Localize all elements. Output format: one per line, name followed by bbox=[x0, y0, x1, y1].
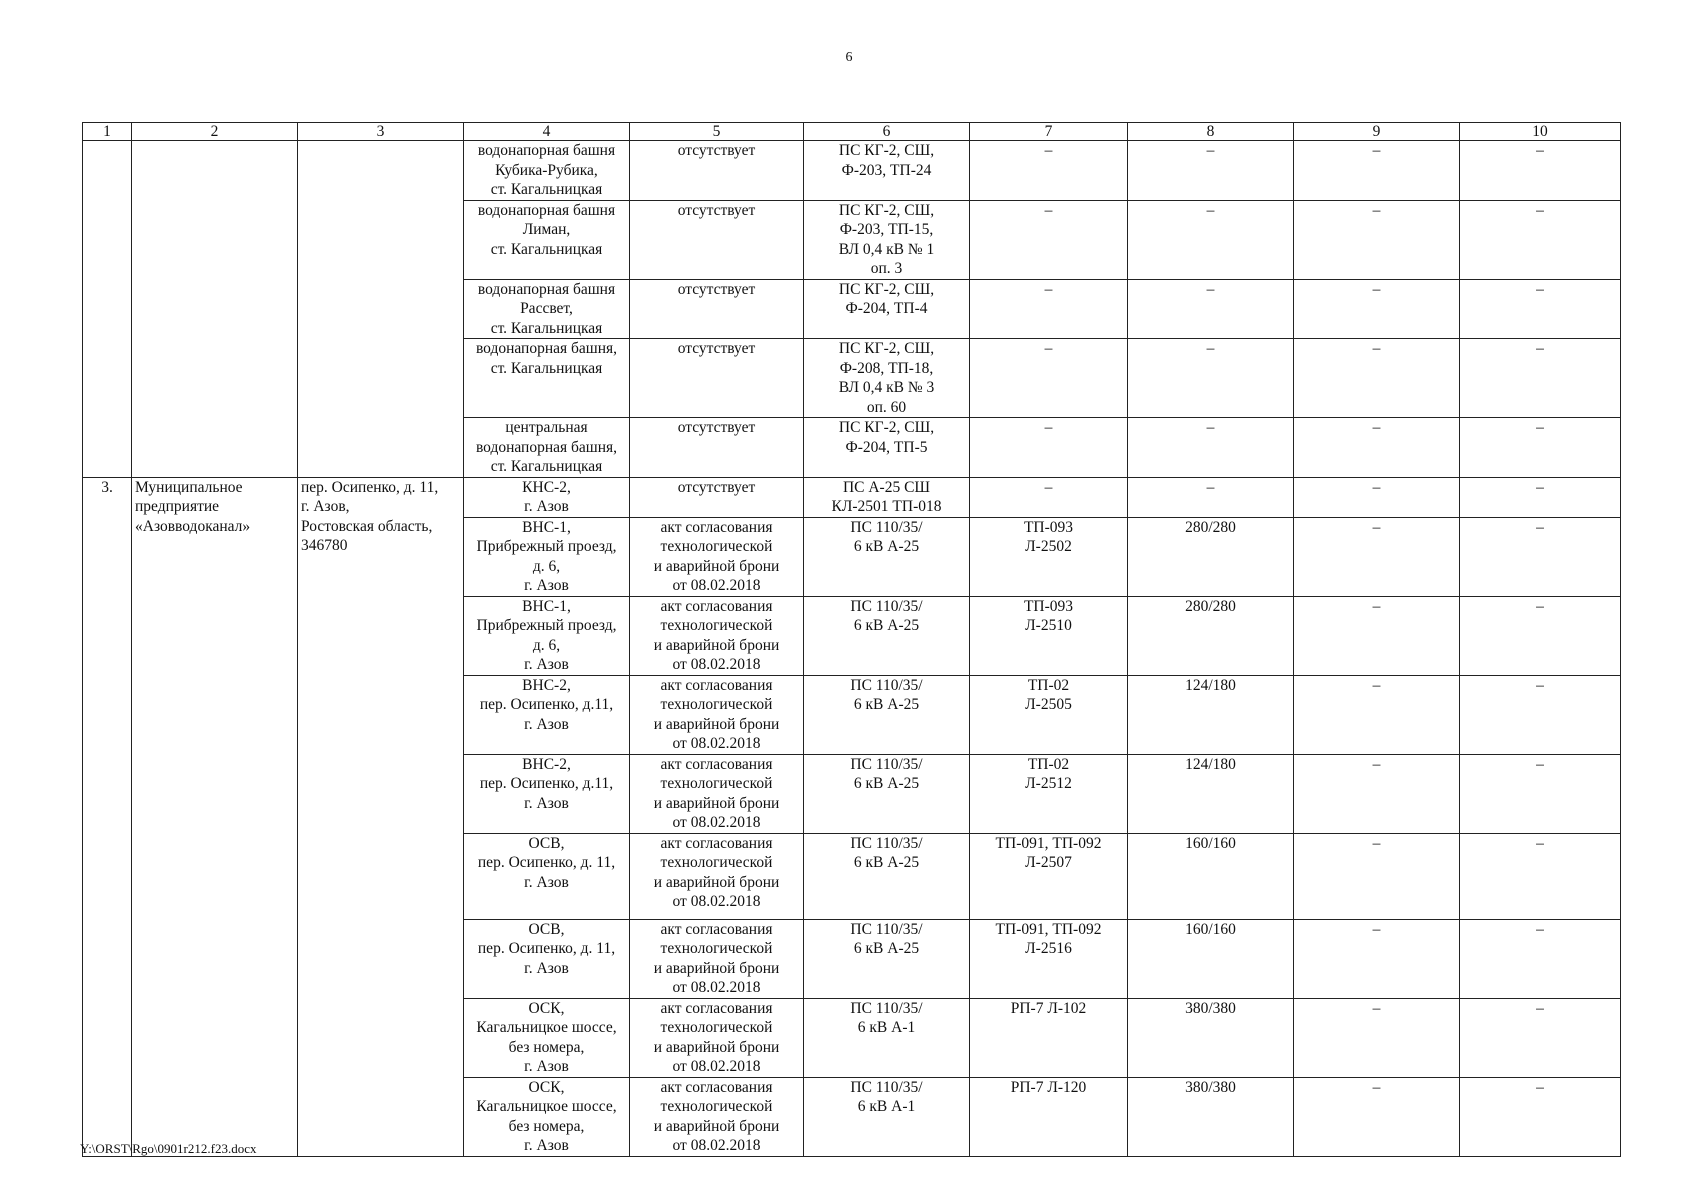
document-cell: акт согласования технологической и аварийной брони от 08.02.2018 bbox=[630, 919, 804, 998]
object-cell: ВНС-1, Прибрежный проезд, д. 6, г. Азов bbox=[464, 517, 630, 596]
power-source-cell: ПС КГ-2, СШ, Ф-203, ТП-24 bbox=[804, 141, 970, 201]
column-10-cell: – bbox=[1460, 675, 1621, 754]
power-source-cell: ПС КГ-2, СШ, Ф-204, ТП-5 bbox=[804, 418, 970, 478]
header-cell: 3 bbox=[298, 123, 464, 141]
table-row bbox=[83, 477, 1621, 517]
column-7-cell: ТП-02 Л-2512 bbox=[970, 754, 1128, 833]
column-9-cell: – bbox=[1294, 418, 1460, 478]
column-10-cell: – bbox=[1460, 418, 1621, 478]
object-cell: ОСК, Кагальницкое шоссе, без номера, г. Азов bbox=[464, 998, 630, 1077]
power-source-cell: ПС 110/35/ 6 кВ А-1 bbox=[804, 1077, 970, 1156]
address-cell: пер. Осипенко, д. 11, г. Азов, Ростовская область, 346780 bbox=[298, 477, 464, 1156]
object-cell: ОСВ, пер. Осипенко, д. 11, г. Азов bbox=[464, 833, 630, 919]
object-cell: водонапорная башня, ст. Кагальницкая bbox=[464, 339, 630, 418]
document-cell: акт согласования технологической и аварийной брони от 08.02.2018 bbox=[630, 1077, 804, 1156]
header-cell: 8 bbox=[1128, 123, 1294, 141]
document-cell: акт согласования технологической и аварийной брони от 08.02.2018 bbox=[630, 998, 804, 1077]
column-9-cell: – bbox=[1294, 477, 1460, 517]
column-8-cell: 160/160 bbox=[1128, 833, 1294, 919]
power-source-cell: ПС 110/35/ 6 кВ А-25 bbox=[804, 833, 970, 919]
column-8-cell: 124/180 bbox=[1128, 754, 1294, 833]
column-10-cell: – bbox=[1460, 1077, 1621, 1156]
column-8-cell: 160/160 bbox=[1128, 919, 1294, 998]
column-9-cell: – bbox=[1294, 517, 1460, 596]
column-8-cell: 380/380 bbox=[1128, 998, 1294, 1077]
column-9-cell: – bbox=[1294, 200, 1460, 279]
row-number-cell: 3. bbox=[83, 477, 132, 1156]
power-source-cell: ПС КГ-2, СШ, Ф-203, ТП-15, ВЛ 0,4 кВ № 1 оп. 3 bbox=[804, 200, 970, 279]
power-source-cell: ПС 110/35/ 6 кВ А-25 bbox=[804, 675, 970, 754]
table-row bbox=[83, 141, 1621, 201]
column-10-cell: – bbox=[1460, 754, 1621, 833]
object-cell: ВНС-2, пер. Осипенко, д.11, г. Азов bbox=[464, 675, 630, 754]
document-cell: отсутствует bbox=[630, 200, 804, 279]
document-cell: отсутствует bbox=[630, 418, 804, 478]
object-cell: ВНС-2, пер. Осипенко, д.11, г. Азов bbox=[464, 754, 630, 833]
column-8-cell: – bbox=[1128, 339, 1294, 418]
column-10-cell: – bbox=[1460, 339, 1621, 418]
column-7-cell: РП-7 Л-120 bbox=[970, 1077, 1128, 1156]
header-cell: 9 bbox=[1294, 123, 1460, 141]
column-9-cell: – bbox=[1294, 279, 1460, 339]
column-8-cell: – bbox=[1128, 141, 1294, 201]
column-7-cell: – bbox=[970, 339, 1128, 418]
column-10-cell: – bbox=[1460, 919, 1621, 998]
object-cell: центральная водонапорная башня, ст. Кагальницкая bbox=[464, 418, 630, 478]
column-7-cell: – bbox=[970, 279, 1128, 339]
power-source-cell: ПС 110/35/ 6 кВ А-25 bbox=[804, 517, 970, 596]
column-9-cell: – bbox=[1294, 1077, 1460, 1156]
header-cell: 4 bbox=[464, 123, 630, 141]
column-7-cell: РП-7 Л-102 bbox=[970, 998, 1128, 1077]
column-7-cell: ТП-093 Л-2510 bbox=[970, 596, 1128, 675]
column-8-cell: 280/280 bbox=[1128, 517, 1294, 596]
column-7-cell: ТП-091, ТП-092 Л-2507 bbox=[970, 833, 1128, 919]
column-10-cell: – bbox=[1460, 200, 1621, 279]
header-cell: 5 bbox=[630, 123, 804, 141]
page-number: 6 bbox=[845, 50, 853, 65]
power-source-cell: ПС КГ-2, СШ, Ф-208, ТП-18, ВЛ 0,4 кВ № 3 оп. 60 bbox=[804, 339, 970, 418]
column-10-cell: – bbox=[1460, 596, 1621, 675]
document-cell: отсутствует bbox=[630, 279, 804, 339]
column-9-cell: – bbox=[1294, 919, 1460, 998]
document-cell: отсутствует bbox=[630, 141, 804, 201]
header-cell: 2 bbox=[132, 123, 298, 141]
column-7-cell: ТП-02 Л-2505 bbox=[970, 675, 1128, 754]
object-cell: ВНС-1, Прибрежный проезд, д. 6, г. Азов bbox=[464, 596, 630, 675]
object-cell: ОСК, Кагальницкое шоссе, без номера, г. Азов bbox=[464, 1077, 630, 1156]
document-cell: отсутствует bbox=[630, 339, 804, 418]
file-path-footer: Y:\ORST\Rgo\0901r212.f23.docx bbox=[80, 1141, 257, 1156]
header-cell: 7 bbox=[970, 123, 1128, 141]
power-source-cell: ПС КГ-2, СШ, Ф-204, ТП-4 bbox=[804, 279, 970, 339]
document-cell: акт согласования технологической и аварийной брони от 08.02.2018 bbox=[630, 596, 804, 675]
object-cell: КНС-2, г. Азов bbox=[464, 477, 630, 517]
power-source-cell: ПС А-25 СШ КЛ-2501 ТП-018 bbox=[804, 477, 970, 517]
organization-cell: Муниципальное предприятие «Азовводоканал» bbox=[132, 477, 298, 1156]
column-8-cell: 380/380 bbox=[1128, 1077, 1294, 1156]
column-7-cell: ТП-093 Л-2502 bbox=[970, 517, 1128, 596]
column-9-cell: – bbox=[1294, 675, 1460, 754]
document-cell: акт согласования технологической и аварийной брони от 08.02.2018 bbox=[630, 833, 804, 919]
data-table bbox=[82, 122, 1621, 1157]
header-cell: 1 bbox=[83, 123, 132, 141]
column-9-cell: – bbox=[1294, 339, 1460, 418]
column-7-cell: – bbox=[970, 418, 1128, 478]
column-10-cell: – bbox=[1460, 141, 1621, 201]
column-10-cell: – bbox=[1460, 477, 1621, 517]
table-body bbox=[83, 141, 1621, 1157]
object-cell: водонапорная башня Рассвет, ст. Кагальницкая bbox=[464, 279, 630, 339]
document-cell: отсутствует bbox=[630, 477, 804, 517]
row-number-cell bbox=[83, 141, 132, 478]
column-8-cell: 280/280 bbox=[1128, 596, 1294, 675]
column-8-cell: 124/180 bbox=[1128, 675, 1294, 754]
column-7-cell: – bbox=[970, 141, 1128, 201]
column-8-cell: – bbox=[1128, 200, 1294, 279]
power-source-cell: ПС 110/35/ 6 кВ А-1 bbox=[804, 998, 970, 1077]
column-8-cell: – bbox=[1128, 279, 1294, 339]
header-cell: 10 bbox=[1460, 123, 1621, 141]
column-9-cell: – bbox=[1294, 596, 1460, 675]
column-10-cell: – bbox=[1460, 833, 1621, 919]
column-7-cell: – bbox=[970, 200, 1128, 279]
column-8-cell: – bbox=[1128, 477, 1294, 517]
object-cell: водонапорная башня Кубика-Рубика, ст. Кагальницкая bbox=[464, 141, 630, 201]
column-7-cell: – bbox=[970, 477, 1128, 517]
column-9-cell: – bbox=[1294, 998, 1460, 1077]
column-8-cell: – bbox=[1128, 418, 1294, 478]
power-source-cell: ПС 110/35/ 6 кВ А-25 bbox=[804, 919, 970, 998]
power-source-cell: ПС 110/35/ 6 кВ А-25 bbox=[804, 754, 970, 833]
column-9-cell: – bbox=[1294, 754, 1460, 833]
column-10-cell: – bbox=[1460, 517, 1621, 596]
document-cell: акт согласования технологической и аварийной брони от 08.02.2018 bbox=[630, 754, 804, 833]
header-cell: 6 bbox=[804, 123, 970, 141]
column-9-cell: – bbox=[1294, 833, 1460, 919]
power-source-cell: ПС 110/35/ 6 кВ А-25 bbox=[804, 596, 970, 675]
address-cell bbox=[298, 141, 464, 478]
document-cell: акт согласования технологической и аварийной брони от 08.02.2018 bbox=[630, 675, 804, 754]
column-9-cell: – bbox=[1294, 141, 1460, 201]
column-7-cell: ТП-091, ТП-092 Л-2516 bbox=[970, 919, 1128, 998]
column-10-cell: – bbox=[1460, 998, 1621, 1077]
document-cell: акт согласования технологической и аварийной брони от 08.02.2018 bbox=[630, 517, 804, 596]
header-row bbox=[83, 123, 1621, 141]
object-cell: водонапорная башня Лиман, ст. Кагальницкая bbox=[464, 200, 630, 279]
organization-cell bbox=[132, 141, 298, 478]
column-10-cell: – bbox=[1460, 279, 1621, 339]
object-cell: ОСВ, пер. Осипенко, д. 11, г. Азов bbox=[464, 919, 630, 998]
